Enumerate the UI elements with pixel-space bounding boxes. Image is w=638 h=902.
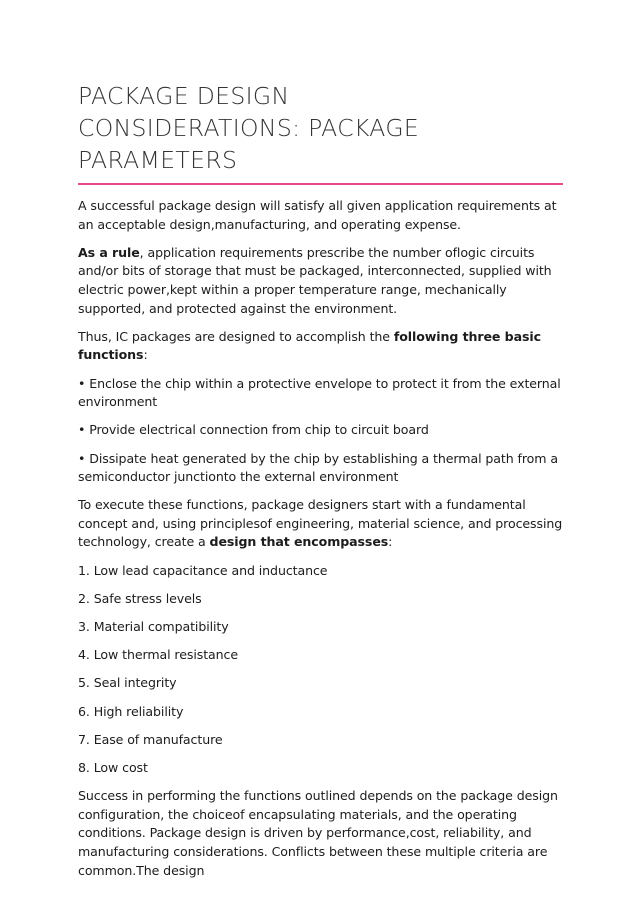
list-item: 4. Low thermal resistance — [78, 647, 239, 663]
list-item: 1. Low lead capacitance and inductance — [78, 562, 328, 578]
functions-paragraph — [78, 328, 564, 365]
paragraph-text: To execute these functions, package designers start with a fundamental concept and, using principlesof engineering, material science, and processing technology, create a — [78, 497, 563, 550]
page-content — [78, 80, 564, 890]
title-line: CONSIDERATIONS: PACKAGE — [78, 114, 420, 142]
title-line: PACKAGE DESIGN — [78, 82, 290, 110]
list-item: 6. High reliability — [78, 703, 184, 719]
list-item: 2. Safe stress levels — [78, 590, 202, 606]
intro-paragraph: A successful package design will satisfy all given application requirements at an acceptable design,manufacturing, and operating expense. — [78, 198, 557, 232]
bullet-item: • Provide electrical connection from chip to circuit board — [78, 422, 429, 438]
design-paragraph — [78, 496, 564, 552]
list-item: 5. Seal integrity — [78, 675, 177, 691]
bold-phrase: As a rule — [78, 244, 140, 260]
paragraph-text: , application requirements prescribe the number oflogic circuits and/or bits of storage that must be packaged, interconnected, supplied with electric power,kept within a proper temperature range, mechanically supported, and protected against the environment. — [78, 244, 552, 316]
title-line: PARAMETERS — [78, 146, 238, 174]
rule-paragraph — [78, 244, 564, 318]
title-divider — [78, 183, 563, 185]
paragraph-text: : — [388, 534, 393, 550]
paragraph-text: Thus, IC packages are designed to accomplish the — [78, 328, 394, 344]
bullet-item: • Enclose the chip within a protective envelope to protect it from the external environment — [78, 375, 561, 410]
bold-phrase: following three basic functions — [78, 328, 541, 363]
list-item: 7. Ease of manufacture — [78, 731, 223, 747]
page-title — [78, 80, 564, 183]
bold-phrase: design that encompasses — [209, 534, 389, 550]
list-item: 8. Low cost — [78, 759, 148, 775]
conclusion-paragraph: Success in performing the functions outlined depends on the package design configuration, the choiceof encapsulating materials, and the operating conditions. Package design is driven by performance,cost, reliability, and manufacturing considerations. Conflicts between these multiple criteria are common.The design — [78, 788, 558, 878]
paragraph-text: : — [143, 347, 148, 363]
bullet-item: • Dissipate heat generated by the chip by establishing a thermal path from a semiconductor junctionto the external environment — [78, 450, 558, 485]
list-item: 3. Material compatibility — [78, 619, 229, 635]
